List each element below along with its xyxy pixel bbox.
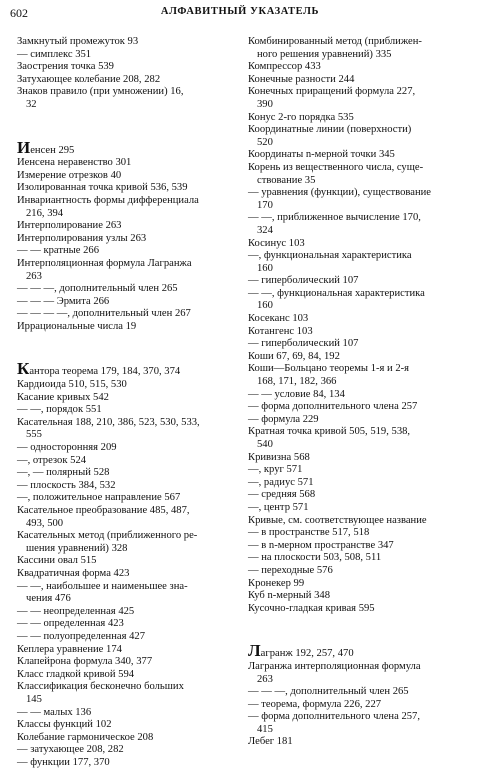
index-entry: Координатные линии (поверхности) 520 (248, 124, 412, 148)
index-entry: — переходные 576 (248, 564, 333, 576)
index-entry: — — условие 84, 134 (248, 388, 345, 400)
index-entry: — теорема, формула 226, 227 (248, 698, 382, 710)
index-entry: — на плоскости 503, 508, 511 (248, 552, 382, 564)
index-entry: —, положительное направление 567 (17, 492, 181, 504)
index-entry: — плоскость 384, 532 (17, 479, 116, 491)
index-entry: Знаков правило (при умножении) 16, 32 (17, 86, 184, 110)
index-entry: Кардиоида 510, 515, 530 (17, 379, 127, 391)
index-entry: Лагранжа интерполяционная формула 263 (248, 660, 421, 685)
running-title: АЛФАВИТНЫЙ УКАЗАТЕЛЬ (160, 6, 320, 17)
index-entry: —, отрезок 524 (17, 454, 87, 466)
index-entry: —, круг 571 (248, 464, 303, 476)
index-entry: — в n-мерном пространстве 347 (248, 539, 394, 551)
index-entry: —, — полярный 528 (17, 467, 110, 479)
index-entry: Касание кривых 542 (17, 391, 109, 403)
index-entry: Касательная 188, 210, 386, 523, 530, 533, 555 (17, 416, 200, 441)
index-entry: — затухающее 208, 282 (17, 744, 124, 756)
index-entry: — — неопределенная 425 (17, 605, 135, 617)
index-entry: Интерполяционная формула Лагранжа 263 (17, 257, 192, 282)
index-entry: Конечных приращений формула 227, 390 (248, 86, 416, 110)
index-entry: — — — —, дополнительный член 267 (17, 308, 191, 320)
index-entry: Классы функций 102 (17, 719, 112, 731)
index-entry: —, радиус 571 (248, 476, 314, 488)
index-entry: Инвариантность формы дифференциала 216, 394 (17, 194, 199, 219)
index-entry: — гиперболический 107 (248, 338, 359, 350)
running-header (10, 6, 470, 22)
index-entry: — симплекс 351 (17, 48, 92, 60)
index-entry: — в пространстве 517, 518 (248, 527, 370, 539)
index-entry: Котангенс 103 (248, 325, 313, 337)
index-entry: — форма дополнительного члена 257, 415 (248, 711, 420, 735)
index-entry: Иенсена неравенство 301 (17, 157, 132, 169)
index-entry: — средняя 568 (248, 489, 316, 501)
index-entry: — формула 229 (248, 413, 319, 425)
index-entry: Иенсен 295 (17, 137, 75, 157)
index-entry: Касательных метод (приближенного ре- шения уравнений) 328 (17, 530, 198, 554)
section-gap (17, 112, 231, 140)
index-entry: Иррациональные числа 19 (17, 320, 137, 332)
index-entry: — — полуопределенная 427 (17, 630, 145, 642)
index-entry: — уравнения (функции), существование 170 (248, 187, 431, 211)
index-entry: Изолированная точка кривой 536, 539 (17, 182, 188, 194)
index-entry: Корень из вещественного числа, суще- ствование 35 (248, 161, 424, 186)
index-entry: Клапейрона формула 340, 377 (17, 656, 153, 668)
index-entry: Касательное преобразование 485, 487, 493, 500 (17, 505, 190, 529)
index-entry: —, функциональная характеристика 160 (248, 250, 412, 274)
index-entry: Кеплера уравнение 174 (17, 643, 122, 655)
index-entry: Куб n-мерный 348 (248, 590, 330, 602)
index-entry: — — — Эрмита 266 (17, 295, 110, 307)
index-entry: Кантора теорема 179, 184, 370, 374 (17, 359, 181, 379)
index-entry: Коши 67, 69, 84, 192 (248, 350, 340, 362)
index-entry: Кратная точка кривой 505, 519, 538, 540 (248, 426, 411, 450)
index-entry: Конус 2-го порядка 535 (248, 111, 354, 123)
index-entry: Квадратичная форма 423 (17, 567, 130, 579)
index-entry: Кривые, см. соответствующее название (248, 514, 427, 526)
index-entry: — гиперболический 107 (248, 275, 359, 287)
index-entry: Затухающее колебание 208, 282 (17, 73, 161, 85)
index-entry: — —, функциональная характеристика 160 (248, 287, 425, 312)
index-entry: — —, приближенное вычисление 170, 324 (248, 212, 421, 236)
index-entry: — — определенная 423 (17, 618, 124, 630)
index-entry: Конечные разности 244 (248, 73, 355, 85)
index-entry: Комбинированный метод (приближен- ного решения уравнений) 335 (248, 36, 422, 60)
index-entry: — функции 177, 370 (17, 756, 110, 768)
index-entry: Компрессор 433 (248, 61, 321, 73)
index-entry: Лагранж 192, 257, 470 (248, 641, 354, 661)
index-entry: — — кратные 266 (17, 245, 100, 257)
section-letter: Л (248, 641, 261, 661)
index-entry: Кронекер 99 (248, 577, 305, 589)
index-entry: — форма дополнительного члена 257 (248, 401, 418, 413)
left-column (17, 36, 231, 769)
index-entry: Замкнутый промежуток 93 (17, 36, 139, 47)
index-entry: Координаты n-мерной точки 345 (248, 149, 395, 161)
index-entry: Измерение отрезков 40 (17, 169, 122, 181)
section-gap (17, 333, 231, 361)
index-entry: —, центр 571 (248, 501, 309, 513)
index-entry: — — —, дополнительный член 265 (17, 283, 178, 295)
right-column (248, 36, 472, 749)
index-entry: Класс гладкой кривой 594 (17, 668, 135, 680)
index-entry: — —, наибольшее и наименьшее зна- чения 476 (17, 580, 188, 605)
index-entry: — — малых 136 (17, 706, 92, 718)
index-entry: Интерполирования узлы 263 (17, 232, 147, 244)
index-entry: Интерполирование 263 (17, 220, 122, 232)
index-entry: — односторонняя 209 (17, 442, 117, 454)
index-entry: Лебег 181 (248, 736, 293, 748)
index-entry: Косеканс 103 (248, 313, 309, 325)
index-entry: Кассини овал 515 (17, 555, 97, 567)
index-entry: Колебание гармоническое 208 (17, 731, 154, 743)
index-entry: Коши—Больцано теоремы 1-я и 2-я 168, 171, 182, 366 (248, 363, 410, 388)
index-entry: Классификация бесконечно больших 145 (17, 681, 184, 705)
index-entry: Кусочно-гладкая кривая 595 (248, 602, 375, 614)
index-entry: Заострения точка 539 (17, 61, 114, 73)
page-number: 602 (10, 6, 28, 20)
section-letter: И (17, 137, 31, 157)
index-entry: — —, порядок 551 (17, 404, 102, 416)
index-entry: Косинус 103 (248, 237, 305, 249)
index-entry: — — —, дополнительный член 265 (248, 686, 409, 698)
index-entry: Кривизна 568 (248, 451, 310, 463)
section-gap (248, 615, 472, 643)
section-letter: К (17, 359, 30, 379)
